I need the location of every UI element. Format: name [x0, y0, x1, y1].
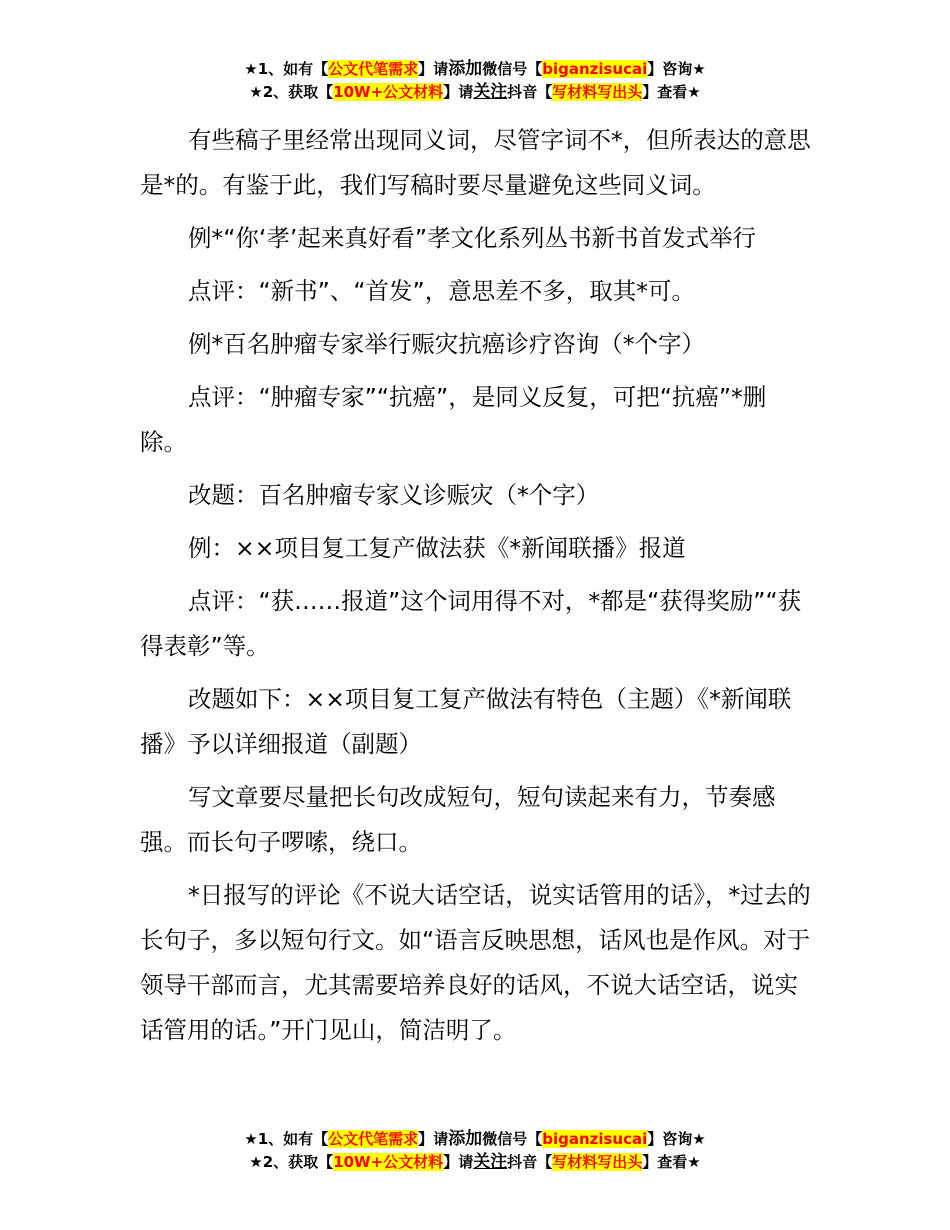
banner-emphasis: 添加 — [448, 1129, 483, 1149]
paragraph: *日报写的评论《不说大话空话，说实话管用的话》，*过去的长句子，多以短句行文。如“语言反映思想，话风也是作风。对于领导干部而言，尤其需要培养良好的话风，不说大话空话，说实话管用的话。”开门见山，简洁明了。 — [140, 881, 811, 1044]
banner-line-1 — [0, 58, 950, 81]
banner-text: 】请 — [443, 1153, 474, 1171]
banner-highlight: 公文代笔需求 — [328, 1130, 419, 1148]
document-body — [140, 118, 812, 1061]
banner-text: 】查看★ — [642, 83, 701, 101]
banner-highlight: 公文代笔需求 — [328, 60, 419, 78]
banner-highlight: biganzisucai — [542, 1130, 648, 1148]
banner-text: 】咨询★ — [647, 60, 706, 78]
banner-text: 】请 — [418, 60, 449, 78]
banner-text: 微信号【 — [482, 1130, 543, 1148]
banner-line-2 — [0, 81, 950, 104]
banner-highlight: 写材料写出头 — [552, 83, 643, 101]
paragraph: 点评：“获……报道”这个词用得不对，*都是“获得奖励”“获得表彰”等。 — [140, 587, 802, 660]
banner-text: ★2、获取【 — [249, 1153, 334, 1171]
paragraph: 例*百名肿瘤专家举行赈灾抗癌诊疗咨询（*个字） — [188, 330, 705, 358]
banner-highlight: 10W+公文材料 — [333, 1153, 444, 1171]
banner-text: 】咨询★ — [647, 1130, 706, 1148]
paragraph: 改题如下：××项目复工复产做法有特色（主题）《*新闻联播》予以详细报道（副题） — [140, 685, 792, 758]
paragraph: 写文章要尽量把长句改成短句，短句读起来有力，节奏感强。而长句子啰嗦，绕口。 — [140, 783, 776, 856]
paragraph: 点评：“新书”、“首发”，意思差不多，取其*可。 — [188, 277, 695, 305]
banner-text: 微信号【 — [482, 60, 543, 78]
banner-text: 抖音【 — [507, 83, 553, 101]
paragraph: 例：××项目复工复产做法获《*新闻联播》报道 — [188, 534, 686, 562]
banner-text: 】请 — [418, 1130, 449, 1148]
banner-highlight: biganzisucai — [542, 60, 648, 78]
paragraph: 有些稿子里经常出现同义词，尽管字词不*，但所表达的意思是*的。有鉴于此，我们写稿时要尽量避免这些同义词。 — [140, 126, 811, 199]
paragraph: 改题：百名肿瘤专家义诊赈灾（*个字） — [188, 481, 600, 509]
banner-line-1 — [0, 1128, 950, 1151]
footer-banner — [0, 1128, 950, 1174]
paragraph: 点评：“肿瘤专家”“抗癌”，是同义反复，可把“抗癌”*删除。 — [140, 383, 767, 456]
banner-line-2 — [0, 1151, 950, 1174]
banner-text: 】查看★ — [642, 1153, 701, 1171]
banner-emphasis: 添加 — [448, 59, 483, 79]
banner-text: 】请 — [443, 83, 474, 101]
banner-text: ★1、如有【 — [244, 1130, 329, 1148]
banner-emphasis: 关注 — [473, 1152, 508, 1172]
banner-highlight: 10W+公文材料 — [333, 83, 444, 101]
banner-text: ★1、如有【 — [244, 60, 329, 78]
banner-highlight: 写材料写出头 — [552, 1153, 643, 1171]
banner-emphasis: 关注 — [473, 82, 508, 102]
banner-text: 抖音【 — [507, 1153, 553, 1171]
banner-text: ★2、获取【 — [249, 83, 334, 101]
paragraph: 例*“你‘孝’起来真好看”孝文化系列丛书新书首发式举行 — [188, 224, 757, 252]
header-banner — [0, 58, 950, 104]
